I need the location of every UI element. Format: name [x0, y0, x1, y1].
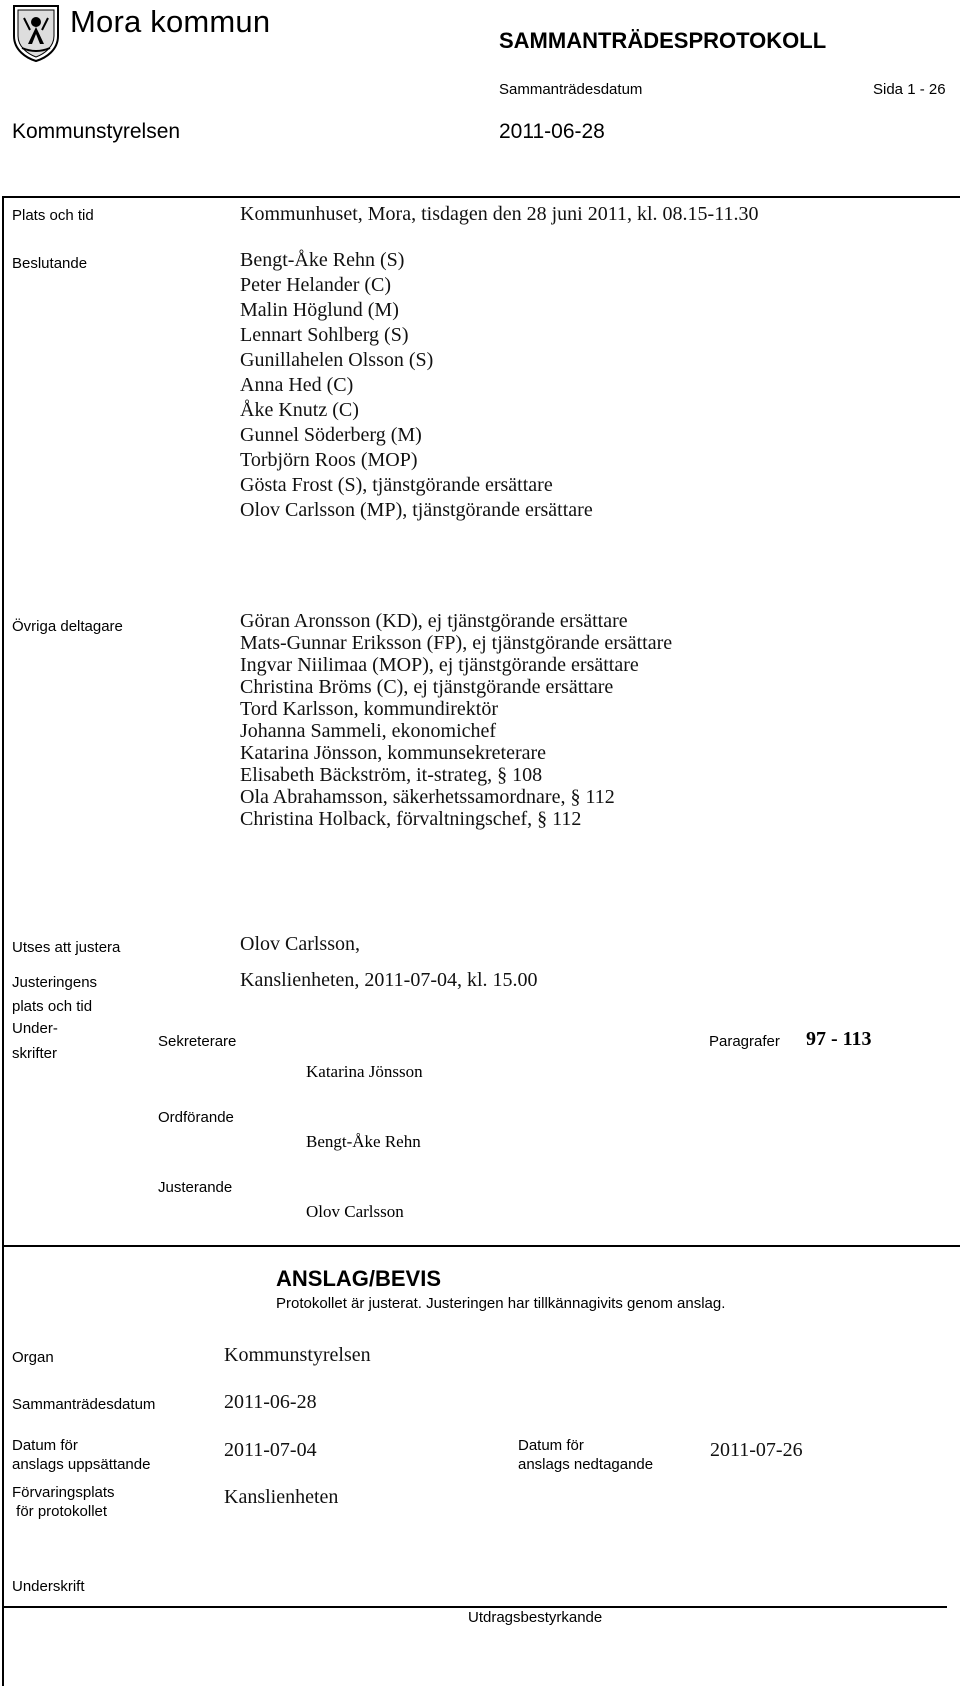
notice-date-label: Sammanträdesdatum	[12, 1396, 156, 1413]
posted-date-label-1: Datum för	[12, 1437, 78, 1454]
participant: Ola Abrahamsson, säkerhetssamordnare, § 112	[240, 786, 615, 808]
notice-title: ANSLAG/BEVIS	[276, 1266, 442, 1291]
participant: Ingvar Niilimaa (MOP), ej tjänstgörande ersättare	[240, 654, 639, 676]
decision-member: Bengt-Åke Rehn (S)	[240, 249, 405, 271]
decision-member: Gunillahelen Olsson (S)	[240, 349, 434, 371]
decision-member: Olov Carlsson (MP), tjänstgörande ersättare	[240, 499, 593, 521]
storage-label-1: Förvaringsplats	[12, 1484, 115, 1501]
notice-subtitle: Protokollet är justerat. Justeringen har tillkännagivits genom anslag.	[276, 1295, 726, 1312]
adjuster-value: Olov Carlsson,	[240, 933, 360, 955]
chair-name: Bengt-Åke Rehn	[306, 1132, 421, 1151]
adjust-place-value: Kanslienheten, 2011-07-04, kl. 15.00	[240, 969, 538, 991]
storage-label-2: för protokollet	[12, 1503, 108, 1520]
other-participants-label: Övriga deltagare	[12, 618, 123, 635]
adjuster-signature-name: Olov Carlsson	[306, 1202, 404, 1221]
decision-member: Malin Höglund (M)	[240, 299, 399, 321]
participant: Tord Karlsson, kommundirektör	[240, 698, 499, 720]
participant: Mats-Gunnar Eriksson (FP), ej tjänstgörande ersättare	[240, 632, 673, 654]
place-time-label: Plats och tid	[12, 207, 94, 224]
participant: Johanna Sammeli, ekonomichef	[240, 720, 497, 742]
place-time-value: Kommunhuset, Mora, tisdagen den 28 juni 2011, kl. 08.15-11.30	[240, 203, 759, 225]
adjust-place-label-1: Justeringens	[12, 974, 98, 991]
participant: Christina Holback, förvaltningschef, § 112	[240, 808, 582, 830]
decision-member: Åke Knutz (C)	[240, 399, 359, 421]
notice-date-value: 2011-06-28	[224, 1391, 317, 1413]
top-divider	[2, 196, 960, 198]
signature-divider	[2, 1245, 960, 1247]
left-border	[2, 196, 4, 1686]
decision-member: Lennart Sohlberg (S)	[240, 324, 409, 346]
removed-date-label-2: anslags nedtagande	[518, 1456, 654, 1473]
participant: Katarina Jönsson, kommunsekreterare	[240, 742, 547, 764]
participant: Göran Aronsson (KD), ej tjänstgörande ersättare	[240, 610, 628, 632]
secretary-label: Sekreterare	[158, 1033, 237, 1050]
participant: Christina Bröms (C), ej tjänstgörande ersättare	[240, 676, 614, 698]
storage-value: Kanslienheten	[224, 1486, 339, 1508]
secretary-name: Katarina Jönsson	[306, 1062, 423, 1081]
adjuster-signature-label: Justerande	[158, 1179, 233, 1196]
signatures-label-1: Under-	[12, 1020, 58, 1037]
organ-name: Kommunstyrelsen	[12, 120, 181, 143]
adjuster-label: Utses att justera	[12, 939, 121, 956]
chair-label: Ordförande	[158, 1109, 234, 1126]
meeting-date-label: Sammanträdesdatum	[499, 81, 643, 98]
signatures-label-2: skrifter	[12, 1045, 57, 1062]
extract-certification-label: Utdragsbestyrkande	[468, 1609, 603, 1626]
page-info: Sida 1 - 26	[873, 81, 946, 98]
decision-makers-label: Beslutande	[12, 255, 88, 272]
decision-member: Gunnel Söderberg (M)	[240, 424, 422, 446]
notice-organ-value: Kommunstyrelsen	[224, 1344, 371, 1366]
notice-organ-label: Organ	[12, 1349, 54, 1366]
municipal-logo	[10, 4, 62, 62]
adjust-place-label-2: plats och tid	[12, 998, 93, 1015]
decision-member: Torbjörn Roos (MOP)	[240, 449, 418, 471]
paragraphs-value: 97 - 113	[806, 1028, 872, 1050]
removed-date-value: 2011-07-26	[710, 1439, 803, 1461]
document-title: SAMMANTRÄDESPROTOKOLL	[499, 28, 827, 53]
coat-of-arms-icon	[10, 4, 62, 62]
posted-date-value: 2011-07-04	[224, 1439, 317, 1461]
meeting-date: 2011-06-28	[499, 120, 605, 143]
paragraphs-label: Paragrafer	[709, 1033, 780, 1050]
signature-label: Underskrift	[12, 1578, 85, 1595]
decision-member: Gösta Frost (S), tjänstgörande ersättare	[240, 474, 553, 496]
bottom-divider	[2, 1606, 947, 1608]
posted-date-label-2: anslags uppsättande	[12, 1456, 151, 1473]
decision-member: Anna Hed (C)	[240, 374, 354, 396]
logo-text: Mora kommun	[70, 4, 271, 39]
participant: Elisabeth Bäckström, it-strateg, § 108	[240, 764, 543, 786]
removed-date-label-1: Datum för	[518, 1437, 584, 1454]
decision-member: Peter Helander (C)	[240, 274, 392, 296]
